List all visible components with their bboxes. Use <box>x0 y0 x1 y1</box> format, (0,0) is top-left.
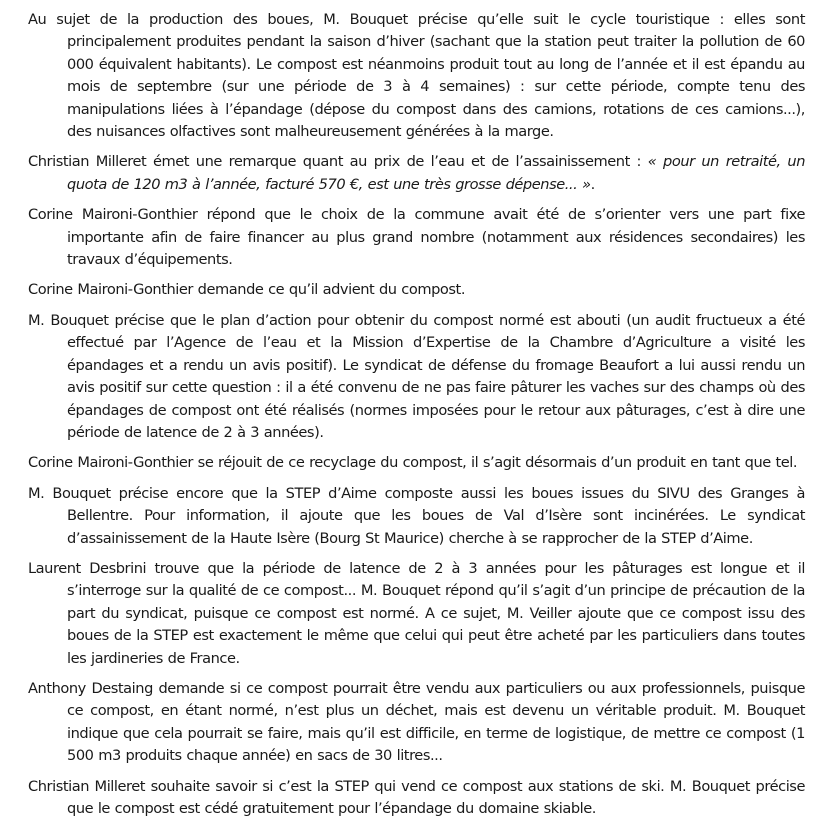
paragraph-recycling-welcome: Corine Maironi-Gonthier se réjouit de ce recyclage du compost, il s’agit désormais d’un produit en tant que tel. <box>28 454 798 472</box>
paragraph-end-punctuation: . <box>590 175 595 193</box>
paragraph-commune-choice: Corine Maironi-Gonthier répond que le choix de la commune avait été de s’orienter vers une part fixe importante afin de faire financer au plus grand nombre (notamment aux résidences secondaires) les travaux d’équipements. <box>28 206 805 269</box>
paragraph-compost-sale: Anthony Destaing demande si ce compost pourrait être vendu aux particuliers ou aux professionnels, puisque ce compost, en étant normé, n’est plus un déchet, mais est devenu un véritable produit. M. Bouquet indique que cela pourrait se faire, mais qu’il est difficile, en terme de logistique, de mettre ce compost (1 500 m3 produits chaque année) en sacs de 30 litres... <box>28 679 805 765</box>
paragraph-intro-text: Christian Milleret émet une remarque quant au prix de l’eau et de l’assainissement : <box>28 153 648 171</box>
paragraph-step-aime: M. Bouquet précise encore que la STEP d’Aime composte aussi les boues issues du SIVU des Granges à Bellentre. Pour information, il ajoute que les boues de Val d’Isère sont incinérées. Le syndicat d’assainissement de la Haute Isère (Bourg St Maurice) cherche à se rapprocher de la STEP d’Aime. <box>28 484 805 547</box>
paragraph-sludge-production: Au sujet de la production des boues, M. Bouquet précise qu’elle suit le cycle touristique : elles sont principalement produites pendant la saison d’hiver (sachant que la station peut traiter la pollution de 60 000 équivalent habitants). Le compost est néanmoins produit tout au long de l’année et il est épandu au mois de septembre (sur une période de 3 à 4 semaines) : sur cette période, compte tenu des manipulations liées à l’épandage (dépose du compost dans des camions, rotations de ces camions...), des nuisances olfactives sont malheureusement générées à la marge. <box>28 11 805 141</box>
paragraph-latency-period: Laurent Desbrini trouve que la période de latence de 2 à 3 années pour les pâturages est longue et il s’interroge sur la qualité de ce compost... M. Bouquet répond qu’il s’agit d’un principe de précaution de la part du syndicat, puisque ce compost est normé. A ce sujet, M. Veiller ajoute que ce compost issu des boues de la STEP est exactement le même que celui qui peut être acheté par les particuliers dans toutes les jardineries de France. <box>28 559 805 667</box>
paragraph-water-price-remark <box>28 151 805 196</box>
paragraph-compost-question: Corine Maironi-Gonthier demande ce qu’il advient du compost. <box>28 281 466 299</box>
paragraph-ski-stations: Christian Milleret souhaite savoir si c’est la STEP qui vend ce compost aux stations de ski. M. Bouquet précise que le compost est cédé gratuitement pour l’épandage du domaine skiable. <box>28 777 805 817</box>
paragraph-action-plan: M. Bouquet précise que le plan d’action pour obtenir du compost normé est abouti (un audit fructueux a été effectué par l’Agence de l’eau et la Mission d’Expertise de la Chambre d’Agriculture a visité les épandages et a rendu un avis positif). Le syndicat de défense du fromage Beaufort a lui aussi rendu un avis positif sur cette question : il a été convenu de ne pas faire pâturer les vaches sur des champs où des épandages de compost ont été réalisés (normes imposées pour le retour aux pâturages, c’est à dire une période de latence de 2 à 3 années). <box>28 311 805 441</box>
quoted-remark: « pour un retraité, un quota de 120 m3 à l’année, facturé 570 €, est une très grosse dépense... » <box>67 153 806 193</box>
meeting-minutes-document <box>28 9 805 828</box>
